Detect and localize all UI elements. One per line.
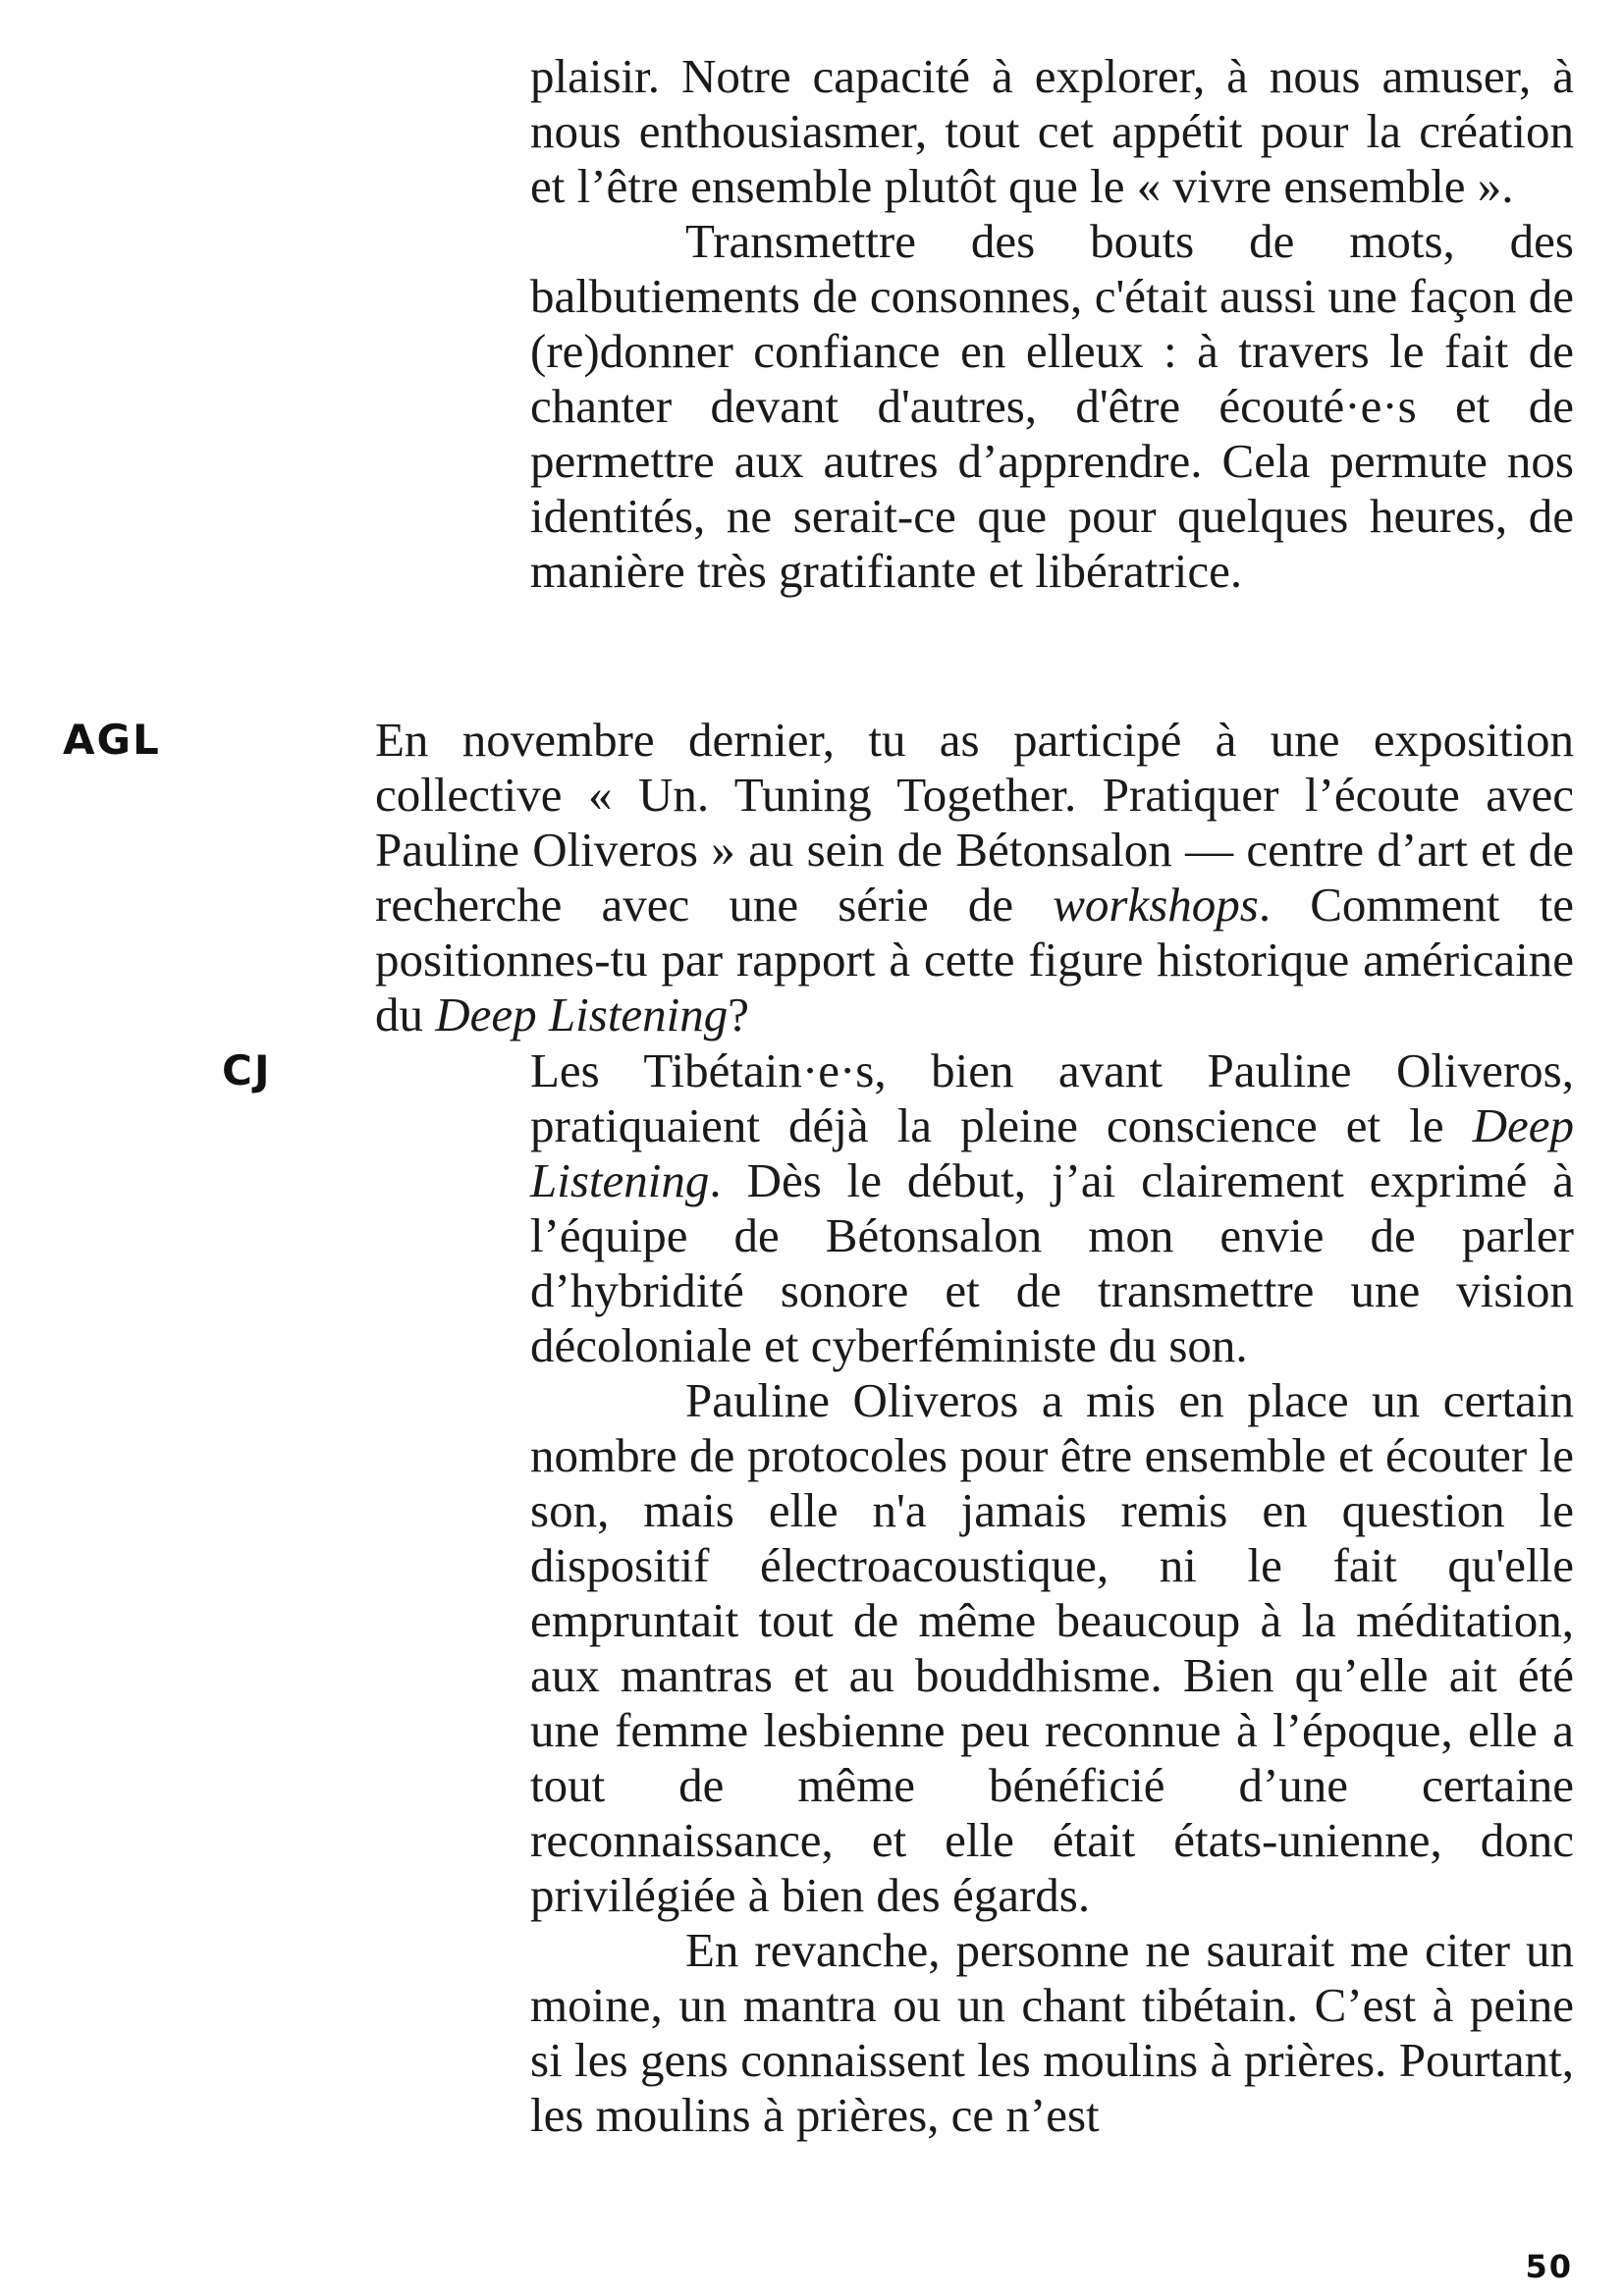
continuation-paragraph: Transmettre des bouts de mots, des balbutiements de consonnes, c'était aussi une façon de (re)donner confiance en elleux : à travers le fait de chanter devant d'autres, d'être écouté·e·s et de permettre aux autres d’apprendre. Cela permute nos identités, ne serait-ce que pour quelques heures, de manière très gratifiante et libératrice. <box>530 214 1574 598</box>
agl-text: En novembre dernier, tu as participé à une exposition collective « Un. Tuning Together. Pratiquer l’écoute avec Pauline Oliveros » au sein de Bétonsalon — centre d’art et de recherche avec une série de <box>375 713 1574 932</box>
agl-text: ? <box>728 988 750 1041</box>
page-number: 50 <box>1525 2248 1573 2285</box>
cj-answer-paragraph: Pauline Oliveros a mis en place un certain nombre de protocoles pour être ensemble et écouter le son, mais elle n'a jamais remis en question le dispositif électroacoustique, ni le fait qu'elle empruntait tout de même beaucoup à la méditation, aux mantras et au bouddhisme. Bien qu’elle ait été une femme lesbienne peu reconnue à l’époque, elle a tout de même bénéficié d’une certaine reconnaissance, et elle était états-unienne, donc privilégiée à bien des égards. <box>530 1373 1574 1922</box>
cj-answer-paragraph <box>530 1043 1574 1373</box>
agl-question-paragraph <box>375 713 1574 1042</box>
cj-text: . Dès le début, j’ai clairement exprimé à l’équipe de Bétonsalon mon envie de parler d’hybridité sonore et de transmettre une vision décoloniale et cyberféministe du son. <box>530 1153 1574 1372</box>
continuation-text <box>530 49 1574 599</box>
cj-text: Les Tibétain·e·s, bien avant Pauline Oliveros, pratiquaient déjà la pleine conscience et le <box>530 1043 1574 1152</box>
cj-text-italic: Deep Listening <box>530 1098 1574 1207</box>
continuation-paragraph: plaisir. Notre capacité à explorer, à nous amuser, à nous enthousiasmer, tout cet appétit pour la création et l’être ensemble plutôt que le « vivre ensemble ». <box>530 49 1574 213</box>
agl-text-italic: workshops <box>1053 878 1259 932</box>
speaker-label-cj: CJ <box>222 1046 272 1095</box>
speaker-label-agl: AGL <box>63 716 161 764</box>
agl-text-italic: Deep Listening <box>435 988 729 1041</box>
cj-answer-paragraph: En revanche, personne ne saurait me citer un moine, un mantra ou un chant tibétain. C’est à peine si les gens connaissent les moulins à prières. Pourtant, les moulins à prières, ce n’est <box>530 1923 1574 2142</box>
cj-answer <box>530 1043 1574 2143</box>
agl-question <box>375 713 1574 1042</box>
agl-text: . Comment te positionnes-tu par rapport à cette figure historique américaine du <box>375 878 1575 1041</box>
